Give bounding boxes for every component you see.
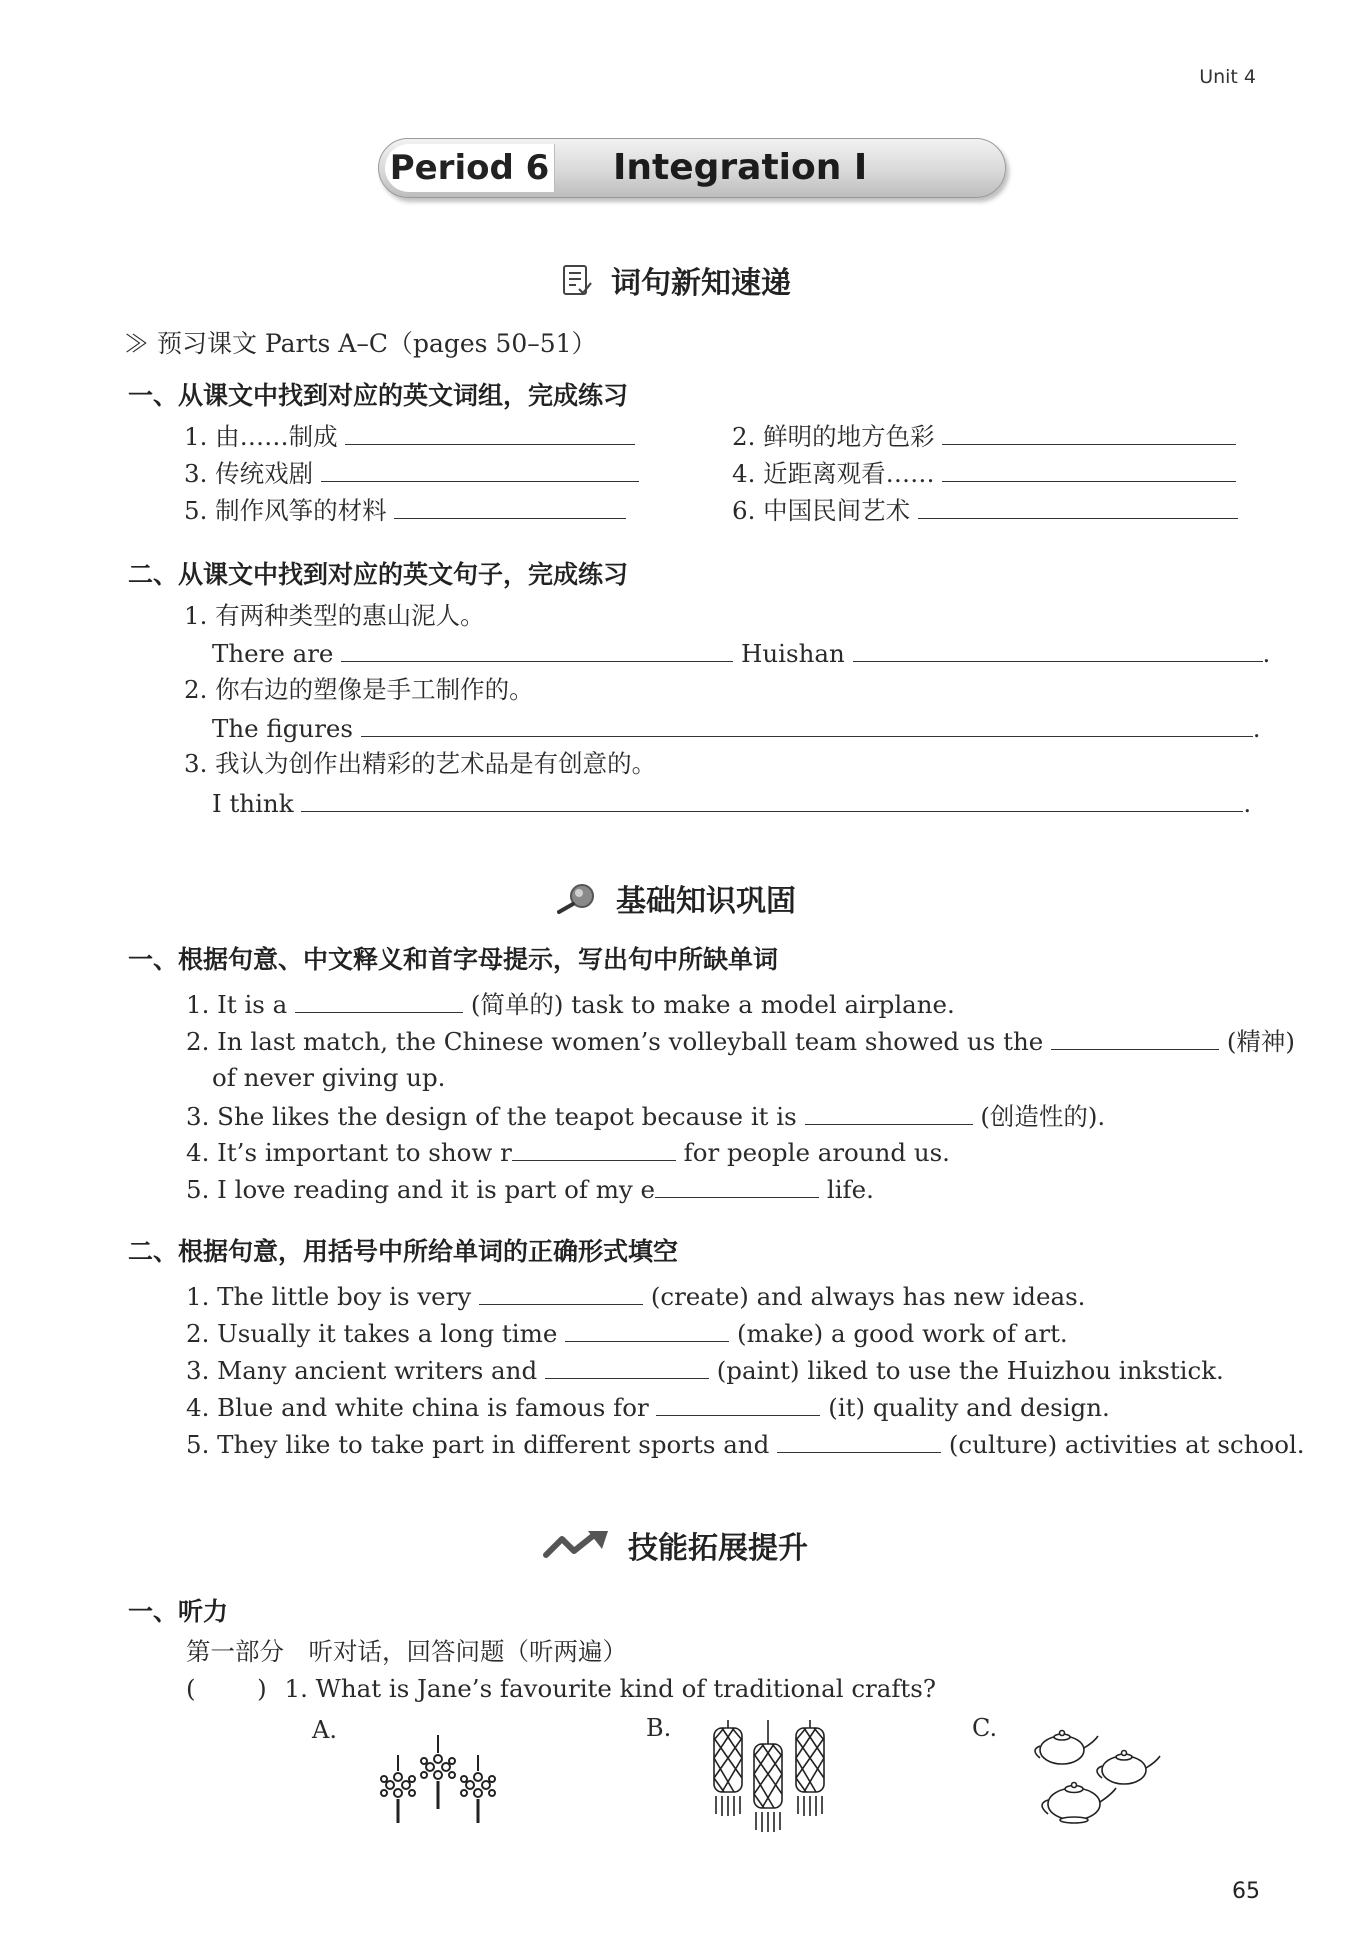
s2-p1-q2: 2. In last match, the Chinese women’s volleyball team showed us the (精神) xyxy=(186,1024,1295,1058)
answer-blank[interactable] xyxy=(361,711,1253,737)
s1-part2-heading: 二、从课文中找到对应的英文句子，完成练习 xyxy=(128,560,629,589)
s2-part2-heading: 二、根据句意，用括号中所给单词的正确形式填空 xyxy=(128,1237,679,1266)
period-label: Period 6 xyxy=(385,144,555,192)
section-1-title: 词句新知速递 xyxy=(611,266,791,301)
answer-blank[interactable] xyxy=(942,419,1236,445)
lesson-title: Integration I xyxy=(613,147,868,188)
s3-heading: 一、听力 xyxy=(128,1597,229,1626)
answer-paren-open: ( xyxy=(186,1674,196,1703)
page-number: 65 xyxy=(1232,1879,1260,1904)
answer-blank[interactable] xyxy=(918,493,1238,519)
section-2-header xyxy=(0,876,1350,920)
answer-blank[interactable] xyxy=(295,987,463,1013)
s1-p1-item-2: 2. 鲜明的地方色彩 xyxy=(732,419,1236,453)
s1-p2-q3-cn: 3. 我认为创作出精彩的艺术品是有创意的。 xyxy=(184,749,657,778)
answer-blank[interactable] xyxy=(1051,1024,1219,1050)
answer-blank[interactable] xyxy=(479,1279,643,1305)
s2-p1-q4: 4. It’s important to show r for people around us. xyxy=(186,1135,950,1169)
option-b-label: B. xyxy=(646,1714,672,1742)
answer-blank[interactable] xyxy=(656,1390,820,1416)
s1-p1-item-4: 4. 近距离观看…… xyxy=(732,456,1236,490)
preview-note: ≫ 预习课文 Parts A–C（pages 50–51） xyxy=(124,329,597,358)
answer-blank[interactable] xyxy=(301,786,1243,812)
s3-q1: ( ) 1. What is Jane’s favourite kind of traditional crafts? xyxy=(186,1674,936,1703)
answer-blank[interactable] xyxy=(655,1172,819,1198)
s1-part1-heading: 一、从课文中找到对应的英文词组，完成练习 xyxy=(128,381,629,410)
unit-label: Unit 4 xyxy=(1199,66,1256,88)
option-c-label: C. xyxy=(972,1714,998,1742)
section-1-header xyxy=(0,258,1350,302)
answer-blank[interactable] xyxy=(341,636,733,662)
teapots-image[interactable] xyxy=(1028,1722,1164,1834)
s2-p2-q5: 5. They like to take part in different sports and (culture) activities at school. xyxy=(186,1427,1305,1461)
answer-blank[interactable] xyxy=(565,1316,729,1342)
option-a-label: A. xyxy=(312,1716,337,1744)
s2-p2-q3: 3. Many ancient writers and (paint) liked to use the Huizhou inkstick. xyxy=(186,1353,1224,1387)
s2-p1-q2-cont: of never giving up. xyxy=(212,1063,446,1092)
s2-p1-q3: 3. She likes the design of the teapot because it is (创造性的). xyxy=(186,1099,1105,1133)
trend-up-icon xyxy=(542,1529,612,1561)
answer-blank[interactable] xyxy=(942,456,1236,482)
section-3-title: 技能拓展提升 xyxy=(628,1531,808,1566)
answer-blank[interactable] xyxy=(853,636,1263,662)
answer-blank[interactable] xyxy=(777,1427,941,1453)
s2-p1-q1: 1. It is a (简单的) task to make a model airplane. xyxy=(186,987,955,1021)
s2-part1-heading: 一、根据句意、中文释义和首字母提示，写出句中所缺单词 xyxy=(128,945,779,974)
notes-icon xyxy=(559,262,595,298)
answer-blank[interactable] xyxy=(321,456,639,482)
chinese-knots-image[interactable] xyxy=(368,1725,508,1835)
s3-sub: 第一部分 听对话，回答问题（听两遍） xyxy=(186,1637,627,1666)
section-2-title: 基础知识巩固 xyxy=(616,884,796,919)
answer-blank[interactable] xyxy=(345,419,635,445)
answer-blank[interactable] xyxy=(512,1135,676,1161)
magnifier-icon xyxy=(554,881,600,915)
answer-paren-close: ) xyxy=(257,1674,267,1703)
s1-p1-item-6: 6. 中国民间艺术 xyxy=(732,493,1238,527)
s1-p2-q2-en: The figures . xyxy=(212,711,1261,745)
s2-p1-q5: 5. I love reading and it is part of my e life. xyxy=(186,1172,874,1206)
s1-p1-item-3: 3. 传统戏剧 xyxy=(184,456,639,490)
s1-p2-q1-cn: 1. 有两种类型的惠山泥人。 xyxy=(184,601,485,630)
s1-p2-q2-cn: 2. 你右边的塑像是手工制作的。 xyxy=(184,675,534,704)
period-title-banner xyxy=(378,138,1006,198)
answer-blank[interactable] xyxy=(545,1353,709,1379)
answer-blank[interactable] xyxy=(394,493,626,519)
s1-p2-q3-en: I think . xyxy=(212,786,1251,820)
s2-p2-q1: 1. The little boy is very (create) and always has new ideas. xyxy=(186,1279,1085,1313)
s1-p1-item-1: 1. 由……制成 xyxy=(184,419,635,453)
lanterns-image[interactable] xyxy=(702,1718,838,1838)
s2-p2-q2: 2. Usually it takes a long time (make) a good work of art. xyxy=(186,1316,1068,1350)
s1-p2-q1-en: There are Huishan . xyxy=(212,636,1270,670)
s2-p2-q4: 4. Blue and white china is famous for (it) quality and design. xyxy=(186,1390,1110,1424)
answer-blank[interactable] xyxy=(805,1099,973,1125)
section-3-header xyxy=(0,1523,1350,1567)
s1-p1-item-5: 5. 制作风筝的材料 xyxy=(184,493,626,527)
